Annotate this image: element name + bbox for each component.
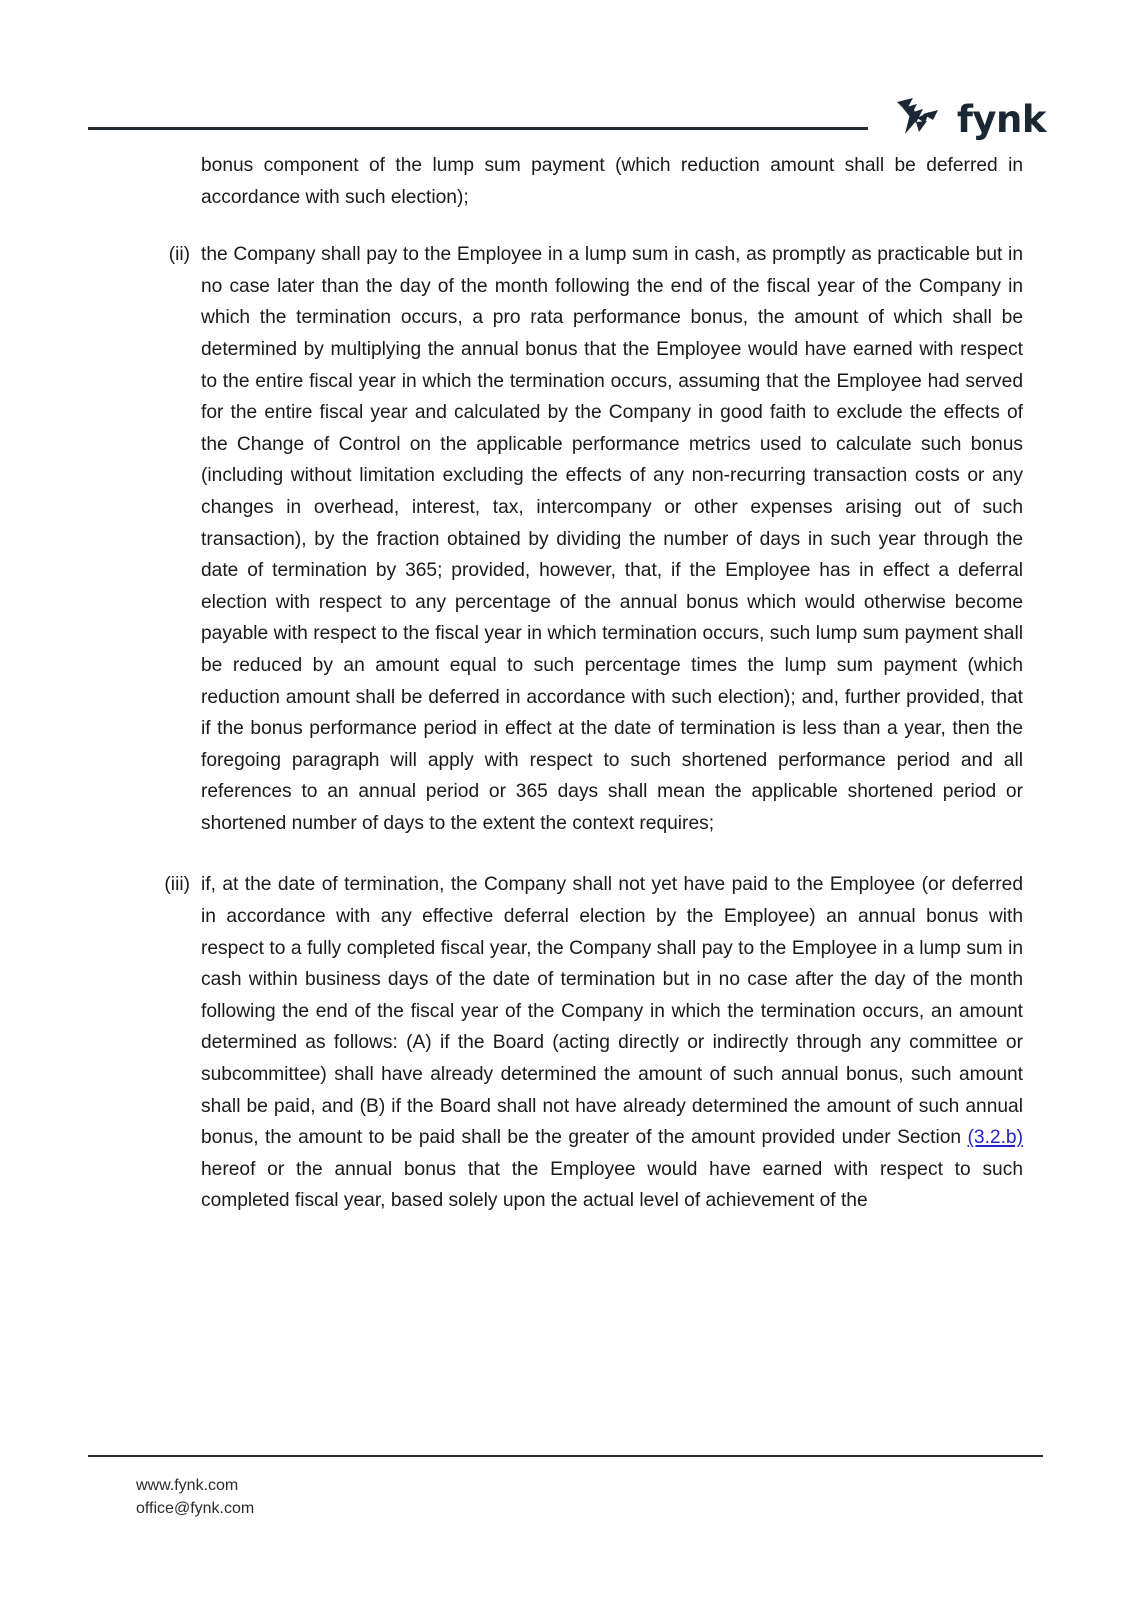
clause-iii-marker: (iii) — [164, 874, 190, 896]
clause-iii-text-after-link: hereof or the annual bonus that the Employee would have earned with respect to such completed fiscal year, based solely upon the actual level of achievement of the — [201, 1158, 1023, 1212]
document-body — [0, 150, 1131, 1217]
page-footer — [0, 1440, 1131, 1600]
footer-website: www.fynk.com — [136, 1477, 239, 1494]
continuation-paragraph: bonus component of the lump sum payment (which reduction amount shall be deferred in accordance with such election); — [201, 155, 1023, 208]
fynk-logo — [893, 96, 1046, 140]
clause-ii-marker: (ii) — [168, 244, 190, 266]
logo-wordmark: fynk — [956, 97, 1046, 141]
footer-contact — [136, 1474, 254, 1520]
clause-iii-text-before-link: if, at the date of termination, the Company shall not yet have paid to the Employee (or deferred in accordance with any effective deferral election by the Employee) an annual bonus with respect to a fully completed fiscal year, the Company shall pay to the Employee in a lump sum in cash within business days of the date of termination but in no case after the day of the month following the end of the fiscal year of the Company in which the termination occurs, an amount determined as follows: (A) if the Board (acting directly or indirectly through any committee or subcommittee) shall have already determined the amount of such annual bonus, such amount shall be paid, and (B) if the Board shall not have already determined the amount of such annual bonus, the amount to be paid shall be the greater of the amount provided under Section — [201, 874, 1023, 1149]
clause-ii-text: the Company shall pay to the Employee in a lump sum in cash, as promptly as practicable but in no case later than the day of the month following the end of the fiscal year of the Company in which the termination occurs, a pro rata performance bonus, the amount of which shall be determined by multiplying the annual bonus that the Employee would have earned with respect to the entire fiscal year in which the termination occurs, assuming that the Employee had served for the entire fiscal year and calculated by the Company in good faith to exclude the effects of the Change of Control on the applicable performance metrics used to calculate such bonus (including without limitation excluding the effects of any non-recurring transaction costs or any changes in overhead, interest, tax, intercompany or other expenses arising out of such transaction), by the fraction obtained by dividing the number of days in such year through the date of termination by 365; provided, however, that, if the Employee has in effect a deferral election with respect to any percentage of the annual bonus which would otherwise become payable with respect to the fiscal year in which termination occurs, such lump sum payment shall be reduced by an amount equal to such percentage times the lump sum payment (which reduction amount shall be deferred in accordance with such election); and, further provided, that if the bonus performance period in effect at the date of termination is less than a year, then the foregoing paragraph will apply with respect to such shortened performance period and all references to an annual period or 365 days shall mean the applicable shortened period or shortened number of days to the extent the context requires; — [201, 244, 1023, 834]
page-header — [0, 0, 1131, 150]
clause-iii — [0, 869, 1131, 1217]
footer-divider — [88, 1455, 1043, 1457]
header-divider — [88, 127, 868, 130]
clause-iii-text — [201, 869, 1023, 1217]
section-cross-reference-link[interactable]: (3.2.b) — [967, 1127, 1023, 1149]
clause-ii — [0, 239, 1131, 839]
origami-bird-icon — [893, 96, 947, 140]
footer-email: office@fynk.com — [136, 1500, 255, 1517]
